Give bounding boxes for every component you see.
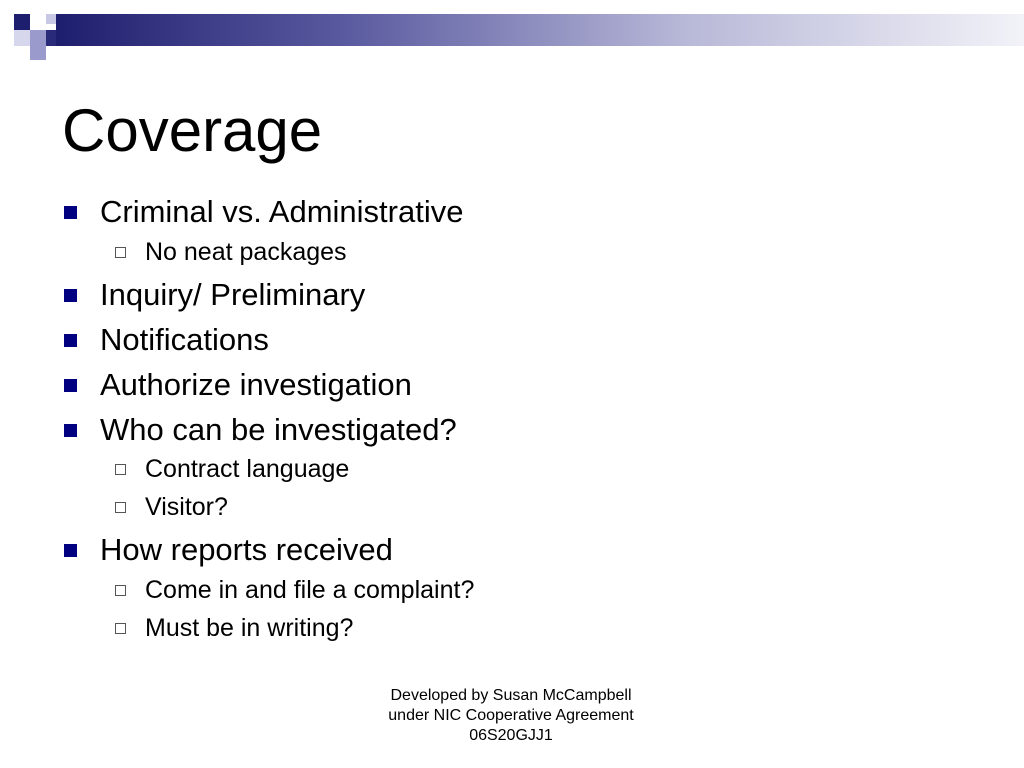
- decor-square-light: [30, 46, 46, 60]
- decor-square-light: [46, 14, 56, 24]
- sub-bullet-hollow-square-icon: [115, 585, 126, 596]
- bullet-square-icon: [64, 544, 77, 557]
- sub-bullet-item: Must be in writing?: [145, 614, 354, 642]
- bullet-item: Inquiry/ Preliminary: [100, 277, 366, 312]
- bullet-item: Who can be investigated?: [100, 412, 457, 447]
- bullet-item: How reports received: [100, 532, 393, 567]
- sub-bullet-item: No neat packages: [145, 238, 347, 266]
- header-gradient-band: [56, 14, 1024, 46]
- slide-footer: [360, 686, 662, 746]
- sub-bullet-hollow-square-icon: [115, 247, 126, 258]
- sub-bullet-hollow-square-icon: [115, 623, 126, 634]
- bullet-item: Criminal vs. Administrative: [100, 194, 464, 229]
- sub-bullet-item: Visitor?: [145, 493, 228, 521]
- slide-title: Coverage: [62, 97, 323, 164]
- footer-line: Developed by Susan McCampbell: [390, 687, 632, 704]
- footer-line: under NIC Cooperative Agreement: [388, 707, 634, 724]
- decor-square-navy: [14, 14, 30, 30]
- bullet-item: Notifications: [100, 322, 269, 357]
- decor-square-light: [30, 30, 46, 46]
- decor-square-light: [14, 30, 30, 46]
- bullet-square-icon: [64, 206, 77, 219]
- bullet-square-icon: [64, 289, 77, 302]
- footer-line: 06S20GJJ1: [469, 727, 553, 744]
- sub-bullet-hollow-square-icon: [115, 502, 126, 513]
- bullet-square-icon: [64, 334, 77, 347]
- bullet-item: Authorize investigation: [100, 367, 412, 402]
- sub-bullet-item: Come in and file a complaint?: [145, 576, 475, 604]
- decor-square-navy: [46, 30, 56, 46]
- sub-bullet-item: Contract language: [145, 455, 350, 483]
- bullet-square-icon: [64, 424, 77, 437]
- bullet-square-icon: [64, 379, 77, 392]
- sub-bullet-hollow-square-icon: [115, 464, 126, 475]
